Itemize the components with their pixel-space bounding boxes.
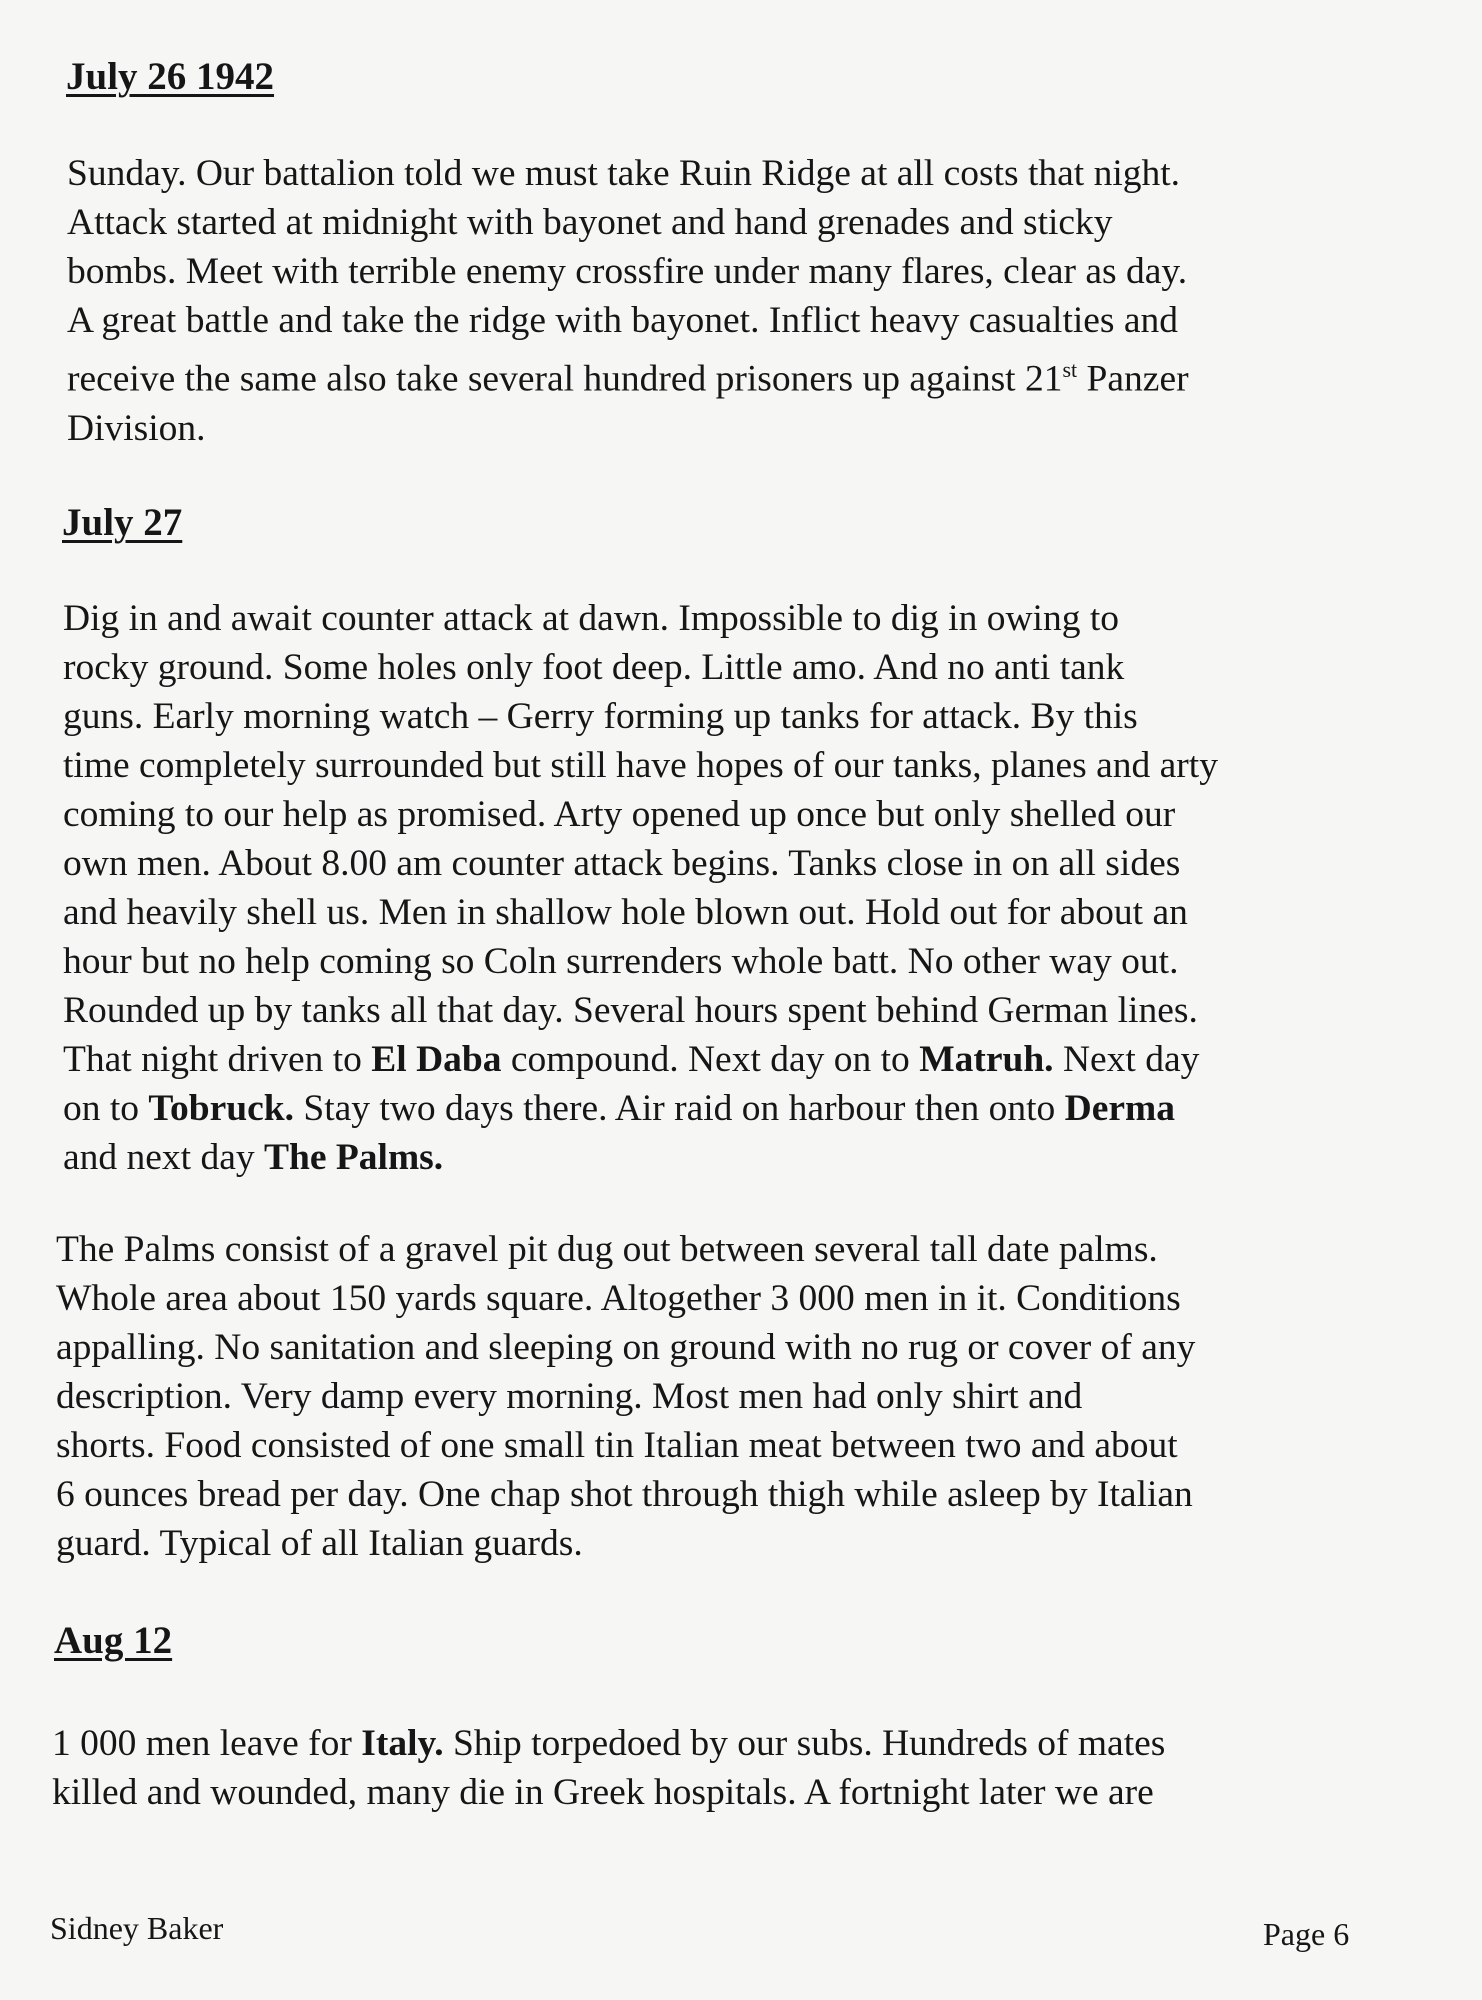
place-name: The Palms. <box>263 1137 444 1178</box>
text-line: coming to our help as promised. Arty opened up once but only shelled our <box>63 794 1176 835</box>
text-line: guard. Typical of all Italian guards. <box>56 1523 583 1564</box>
text-line: The Palms consist of a gravel pit dug out between several tall date palms. <box>56 1229 1158 1270</box>
text-line: and heavily shell us. Men in shallow hole blown out. Hold out for about an <box>63 892 1188 933</box>
text-line: Sunday. Our battalion told we must take Ruin Ridge at all costs that night. <box>67 153 1181 194</box>
text-line: hour but no help coming so Coln surrenders whole batt. No other way out. <box>63 941 1179 982</box>
entry-paragraph <box>52 1719 1392 1817</box>
text-line: and next day The Palms. <box>63 1137 444 1178</box>
text-line: own men. About 8.00 am counter attack begins. Tanks close in on all sides <box>63 843 1181 884</box>
text-line: Whole area about 150 yards square. Altogether 3 000 men in it. Conditions <box>56 1278 1181 1319</box>
entry-paragraph <box>56 1225 1396 1568</box>
text-line: rocky ground. Some holes only foot deep. Little amo. And no anti tank <box>63 647 1125 688</box>
text-line: on to Tobruck. Stay two days there. Air raid on harbour then onto Derma <box>63 1088 1176 1129</box>
text-line: shorts. Food consisted of one small tin Italian meat between two and about <box>56 1425 1178 1466</box>
entry-date-heading: Aug 12 <box>54 1619 173 1662</box>
text-line: 1 000 men leave for Italy. Ship torpedoed by our subs. Hundreds of mates <box>52 1723 1166 1764</box>
text-line: A great battle and take the ridge with bayonet. Inflict heavy casualties and <box>67 300 1179 341</box>
entry-date-heading: July 26 1942 <box>66 55 275 98</box>
text-line: Rounded up by tanks all that day. Several hours spent behind German lines. <box>63 990 1198 1031</box>
footer-author: Sidney Baker <box>50 1910 224 1946</box>
text-line: guns. Early morning watch – Gerry forming up tanks for attack. By this <box>63 696 1138 737</box>
text-line: Attack started at midnight with bayonet and hand grenades and sticky <box>67 202 1113 243</box>
text-line: appalling. No sanitation and sleeping on ground with no rug or cover of any <box>56 1327 1196 1368</box>
text-line: killed and wounded, many die in Greek hospitals. A fortnight later we are <box>52 1772 1154 1813</box>
place-name: El Daba <box>371 1039 502 1080</box>
place-name: Derma <box>1064 1088 1176 1129</box>
text-line: Dig in and await counter attack at dawn. Impossible to dig in owing to <box>63 598 1120 639</box>
text-line: description. Very damp every morning. Most men had only shirt and <box>56 1376 1083 1417</box>
text-line: time completely surrounded but still have hopes of our tanks, planes and arty <box>63 745 1218 786</box>
text-line: That night driven to El Daba compound. Next day on to Matruh. Next day <box>63 1039 1200 1080</box>
ordinal-suffix: st <box>1062 357 1078 382</box>
entry-paragraph <box>63 594 1403 1182</box>
entry-paragraph <box>67 149 1407 453</box>
text-line: receive the same also take several hundred prisoners up against 21st Panzer <box>67 357 1189 400</box>
text-line: bombs. Meet with terrible enemy crossfire under many flares, clear as day. <box>67 251 1188 292</box>
footer-page-number: Page 6 <box>1263 1916 1350 1952</box>
text-line: 6 ounces bread per day. One chap shot through thigh while asleep by Italian <box>56 1474 1193 1515</box>
place-name: Matruh. <box>919 1039 1054 1080</box>
place-name: Tobruck. <box>148 1088 294 1129</box>
text-line: Division. <box>67 407 206 449</box>
entry-date-heading: July 27 <box>62 501 183 544</box>
place-name: Italy. <box>361 1723 444 1764</box>
